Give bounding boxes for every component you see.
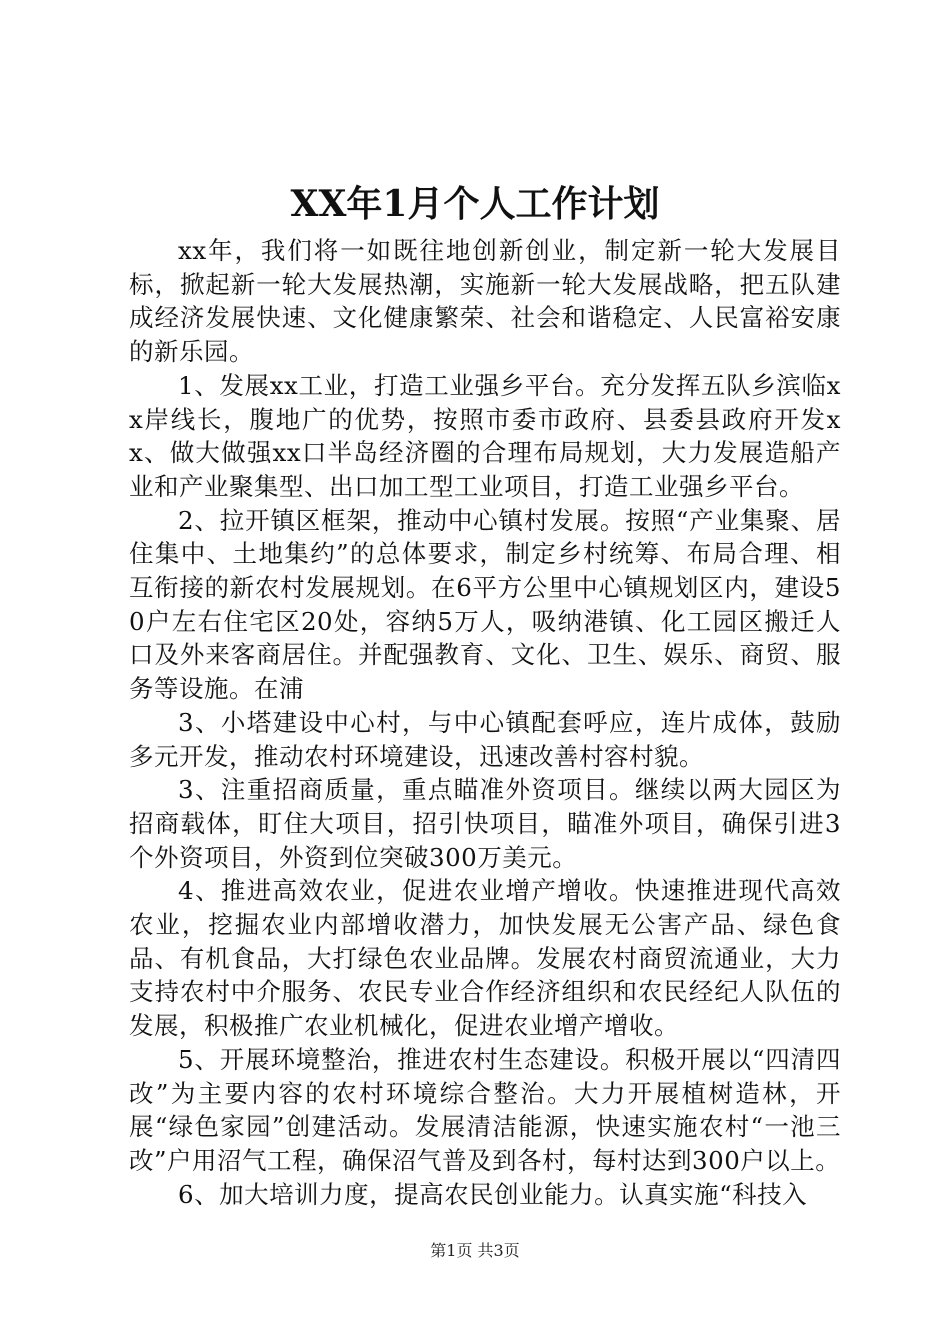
paragraph-item-3b: 3、注重招商质量，重点瞄准外资项目。继续以两大园区为招商载体，盯住大项目，招引快项目，瞄准外项目，确保引进3个外资项目，外资到位突破300万美元。	[129, 775, 841, 872]
paragraph-item-4: 4、推进高效农业，促进农业增产增收。快速推进现代高效农业，挖掘农业内部增收潜力，加快发展无公害产品、绿色食品、有机食品，大打绿色农业品牌。发展农村商贸流通业，大力支持农村中介服务、农民专业合作经济组织和农民经纪人队伍的发展，积极推广农业机械化，促进农业增产增收。	[129, 876, 841, 1041]
page-number-footer: 第1页 共3页	[430, 1241, 520, 1260]
paragraph-item-1: 1、发展xx工业，打造工业强乡平台。充分发挥五队乡滨临xx岸线长，腹地广的优势，按照市委市政府、县委县政府开发xx、做大做强xx口半岛经济圈的合理布局规划，大力发展造船产业和产业聚集型、出口加工型工业项目，打造工业强乡平台。	[129, 370, 841, 501]
paragraph-item-2: 2、拉开镇区框架，推动中心镇村发展。按照“产业集聚、居住集中、土地集约”的总体要求，制定乡村统筹、布局合理、相互衔接的新农村发展规划。在6平方公里中心镇规划区内，建设50户左右住宅区20处，容纳5万人，吸纳港镇、化工园区搬迁人口及外来客商居住。并配强教育、文化、卫生、娱乐、商贸、服务等设施。在浦	[129, 505, 841, 704]
document-title: XX年1月个人工作计划	[290, 183, 660, 225]
paragraph-intro: xx年，我们将一如既往地创新创业，制定新一轮大发展目标，掀起新一轮大发展热潮，实施新一轮大发展战略，把五队建成经济发展快速、文化健康繁荣、社会和谐稳定、人民富裕安康的新乐园。	[129, 236, 841, 367]
document-body	[129, 234, 841, 1211]
paragraph-item-3a: 3、小塔建设中心村，与中心镇配套呼应，连片成体，鼓励多元开发，推动农村环境建设，迅速改善村容村貌。	[129, 707, 841, 771]
paragraph-item-6: 6、加大培训力度，提高农民创业能力。认真实施“科技入	[178, 1179, 808, 1209]
paragraph-item-5: 5、开展环境整治，推进农村生态建设。积极开展以“四清四改”为主要内容的农村环境综合整治。大力开展植树造林，开展“绿色家园”创建活动。发展清洁能源，快速实施农村“一池三改”户用沼气工程，确保沼气普及到各村，每村达到300户以上。	[129, 1044, 841, 1175]
